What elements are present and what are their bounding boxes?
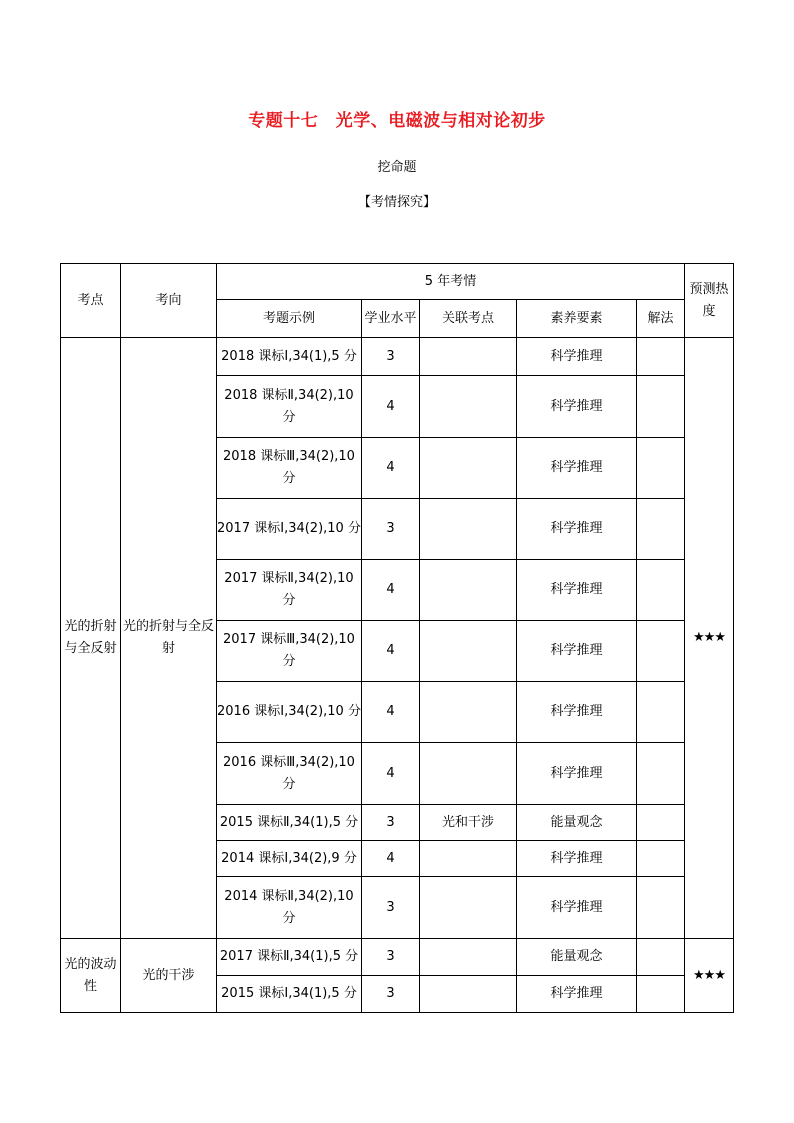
heat-stars: ★★★ <box>685 338 734 939</box>
example-cell: 2015 课标Ⅰ,34(1),5 分 <box>217 976 362 1013</box>
level-cell: 4 <box>362 682 420 743</box>
related-cell <box>420 877 517 939</box>
related-cell <box>420 841 517 877</box>
example-cell: 2017 课标Ⅱ,34(2),10 分 <box>217 560 362 621</box>
table-row <box>61 939 734 976</box>
kaodian-cell: 光的波动性 <box>61 939 121 1013</box>
example-cell: 2014 课标Ⅱ,34(2),10 分 <box>217 877 362 939</box>
exam-analysis-table <box>60 263 734 1013</box>
header-five-year: 5 年考情 <box>217 264 685 300</box>
level-cell: 4 <box>362 621 420 682</box>
example-cell: 2018 课标Ⅱ,34(2),10 分 <box>217 376 362 438</box>
method-cell <box>637 743 685 805</box>
header-related: 关联考点 <box>420 300 517 338</box>
example-cell: 2015 课标Ⅱ,34(1),5 分 <box>217 805 362 841</box>
level-cell: 4 <box>362 841 420 877</box>
related-cell <box>420 338 517 376</box>
related-cell <box>420 621 517 682</box>
related-cell <box>420 499 517 560</box>
related-cell: 光和干涉 <box>420 805 517 841</box>
example-cell: 2014 课标Ⅰ,34(2),9 分 <box>217 841 362 877</box>
kaodian-cell: 光的折射与全反射 <box>61 338 121 939</box>
kaoxiang-cell: 光的干涉 <box>121 939 217 1013</box>
method-cell <box>637 682 685 743</box>
literacy-cell: 科学推理 <box>517 376 637 438</box>
related-cell <box>420 560 517 621</box>
header-kaoxiang: 考向 <box>121 264 217 338</box>
literacy-cell: 科学推理 <box>517 841 637 877</box>
level-cell: 3 <box>362 877 420 939</box>
related-cell <box>420 976 517 1013</box>
related-cell <box>420 438 517 499</box>
related-cell <box>420 682 517 743</box>
example-cell: 2018 课标Ⅲ,34(2),10 分 <box>217 438 362 499</box>
method-cell <box>637 841 685 877</box>
page-title: 专题十七 光学、电磁波与相对论初步 <box>248 111 546 131</box>
related-cell <box>420 939 517 976</box>
method-cell <box>637 976 685 1013</box>
literacy-cell: 能量观念 <box>517 805 637 841</box>
method-cell <box>637 560 685 621</box>
literacy-cell: 科学推理 <box>517 682 637 743</box>
level-cell: 3 <box>362 805 420 841</box>
method-cell <box>637 499 685 560</box>
subtitle: 挖命题 <box>377 160 417 175</box>
method-cell <box>637 438 685 499</box>
level-cell: 4 <box>362 743 420 805</box>
level-cell: 4 <box>362 560 420 621</box>
level-cell: 3 <box>362 338 420 376</box>
literacy-cell: 科学推理 <box>517 877 637 939</box>
example-cell: 2017 课标Ⅱ,34(1),5 分 <box>217 939 362 976</box>
level-cell: 4 <box>362 438 420 499</box>
kaoxiang-cell: 光的折射与全反射 <box>121 338 217 939</box>
section-heading: 【考情探究】 <box>357 195 436 210</box>
example-cell: 2018 课标Ⅰ,34(1),5 分 <box>217 338 362 376</box>
example-cell: 2016 课标Ⅰ,34(2),10 分 <box>217 682 362 743</box>
literacy-cell: 科学推理 <box>517 499 637 560</box>
method-cell <box>637 939 685 976</box>
literacy-cell: 科学推理 <box>517 976 637 1013</box>
method-cell <box>637 621 685 682</box>
heat-stars: ★★★ <box>685 939 734 1013</box>
header-literacy: 素养要素 <box>517 300 637 338</box>
method-cell <box>637 877 685 939</box>
literacy-cell: 科学推理 <box>517 438 637 499</box>
literacy-cell: 能量观念 <box>517 939 637 976</box>
level-cell: 4 <box>362 376 420 438</box>
related-cell <box>420 376 517 438</box>
level-cell: 3 <box>362 939 420 976</box>
example-cell: 2017 课标Ⅲ,34(2),10 分 <box>217 621 362 682</box>
literacy-cell: 科学推理 <box>517 743 637 805</box>
header-forecast: 预测热度 <box>685 264 734 338</box>
method-cell <box>637 805 685 841</box>
header-method: 解法 <box>637 300 685 338</box>
literacy-cell: 科学推理 <box>517 621 637 682</box>
related-cell <box>420 743 517 805</box>
literacy-cell: 科学推理 <box>517 338 637 376</box>
level-cell: 3 <box>362 976 420 1013</box>
header-example: 考题示例 <box>217 300 362 338</box>
literacy-cell: 科学推理 <box>517 560 637 621</box>
method-cell <box>637 376 685 438</box>
method-cell <box>637 338 685 376</box>
level-cell: 3 <box>362 499 420 560</box>
table-row <box>61 338 734 376</box>
example-cell: 2016 课标Ⅲ,34(2),10 分 <box>217 743 362 805</box>
header-kaodian: 考点 <box>61 264 121 338</box>
example-cell: 2017 课标Ⅰ,34(2),10 分 <box>217 499 362 560</box>
header-level: 学业水平 <box>362 300 420 338</box>
